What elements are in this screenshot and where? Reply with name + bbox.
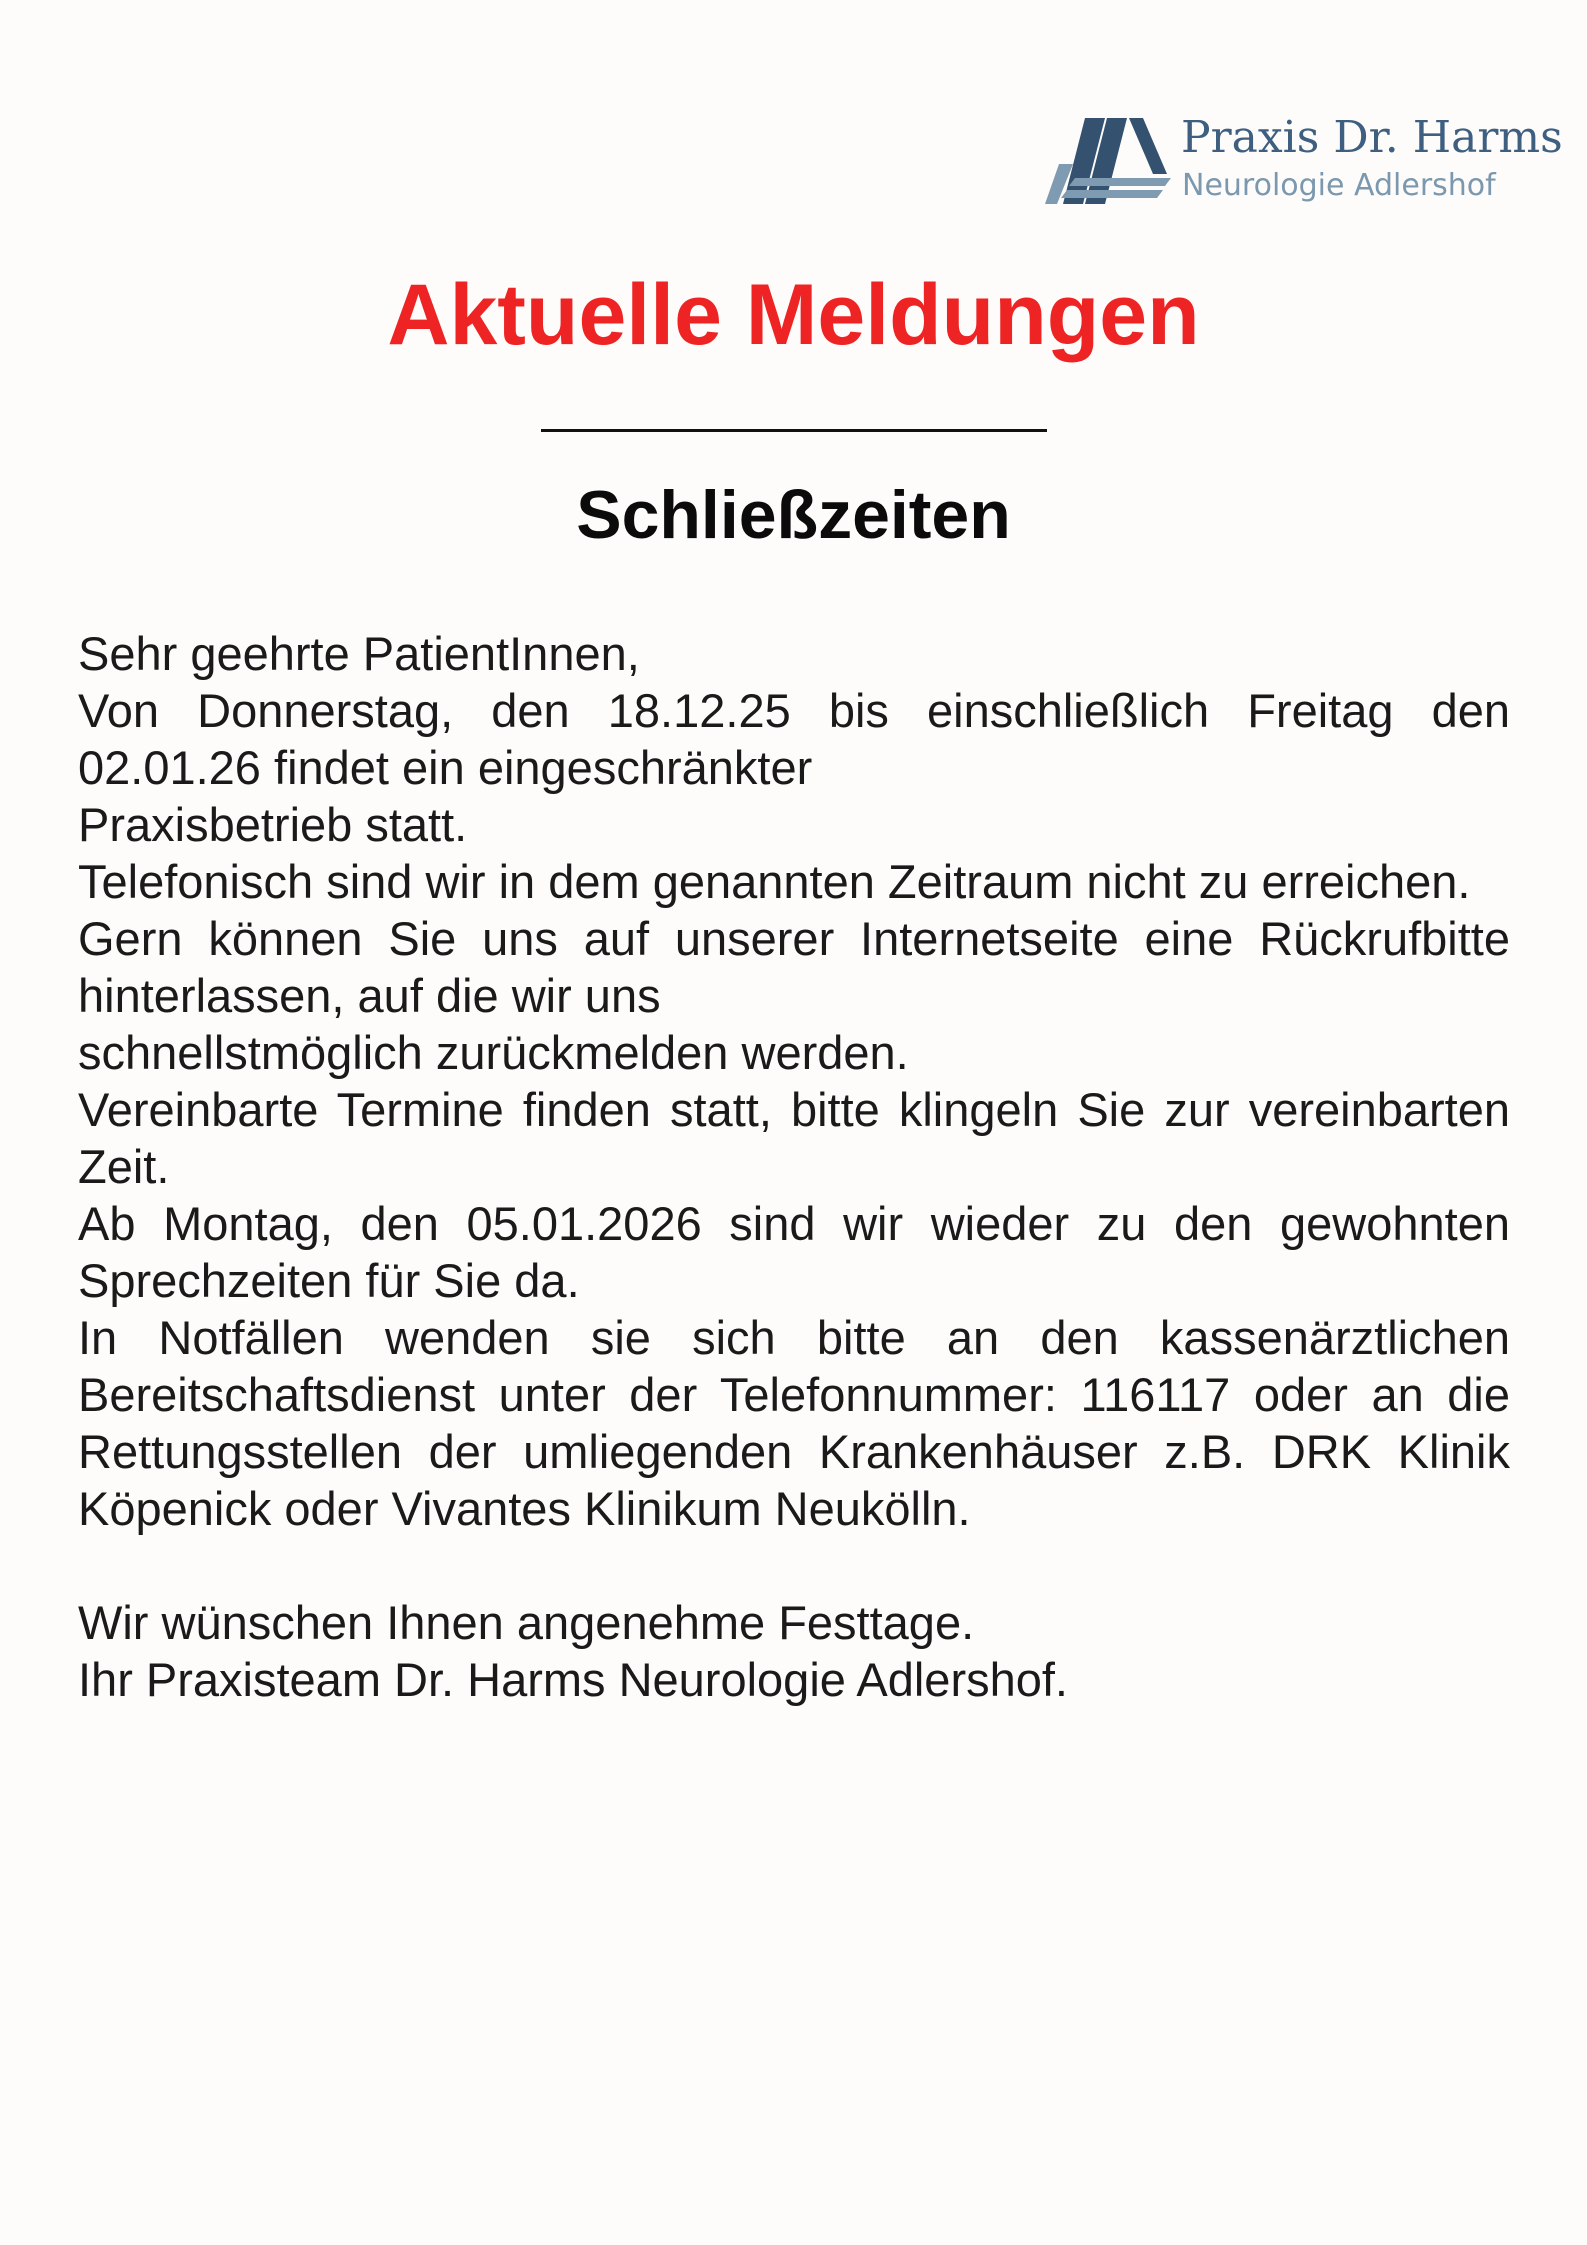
paragraph-dates: Von Donnerstag, den 18.12.25 bis einschließlich Freitag den 02.01.26 findet ein eingeschränkter — [78, 684, 1510, 794]
section-title: Schließzeiten — [576, 477, 1011, 553]
paragraph-reopening: Ab Montag, den 05.01.2026 sind wir wieder zu den gewohnten Sprechzeiten für Sie da. — [78, 1197, 1510, 1307]
paragraph-phone: Telefonisch sind wir in dem genannten Zeitraum nicht zu erreichen. — [78, 855, 1471, 908]
paragraph-spacer — [78, 1537, 1510, 1594]
closing-signature: Ihr Praxisteam Dr. Harms Neurologie Adlershof. — [78, 1653, 1068, 1706]
paragraph-dates-cont: Praxisbetrieb statt. — [78, 798, 468, 851]
closing-wishes: Wir wünschen Ihnen angenehme Festtage. — [78, 1596, 975, 1649]
paragraph-callback: Gern können Sie uns auf unserer Internetseite eine Rückrufbitte hinterlassen, auf die wir uns — [78, 912, 1510, 1022]
practice-logo — [1045, 112, 1563, 212]
paragraph-callback-cont: schnellstmöglich zurückmelden werden. — [78, 1026, 909, 1079]
paragraph-appointments: Vereinbarte Termine finden statt, bitte klingeln Sie zur vereinbarten Zeit. — [78, 1083, 1510, 1193]
title-divider — [541, 429, 1047, 432]
notice-body — [78, 625, 1510, 1708]
practice-logo-mark-icon — [1045, 118, 1171, 206]
page-title: Aktuelle Meldungen — [387, 267, 1200, 363]
paragraph-greeting: Sehr geehrte PatientInnen, — [78, 627, 640, 680]
paragraph-emergency: In Notfällen wenden sie sich bitte an den kassenärztlichen Bereitschaftsdienst unter der Telefonnummer: 116117 oder an die Rettungsstellen der umliegenden Krankenhäuser z.B. DRK Klinik Köpenick oder Vivantes Klinikum Neukölln. — [78, 1311, 1510, 1535]
logo-subtitle: Neurologie Adlershof — [1182, 168, 1496, 203]
logo-name: Praxis Dr. Harms — [1181, 112, 1563, 163]
